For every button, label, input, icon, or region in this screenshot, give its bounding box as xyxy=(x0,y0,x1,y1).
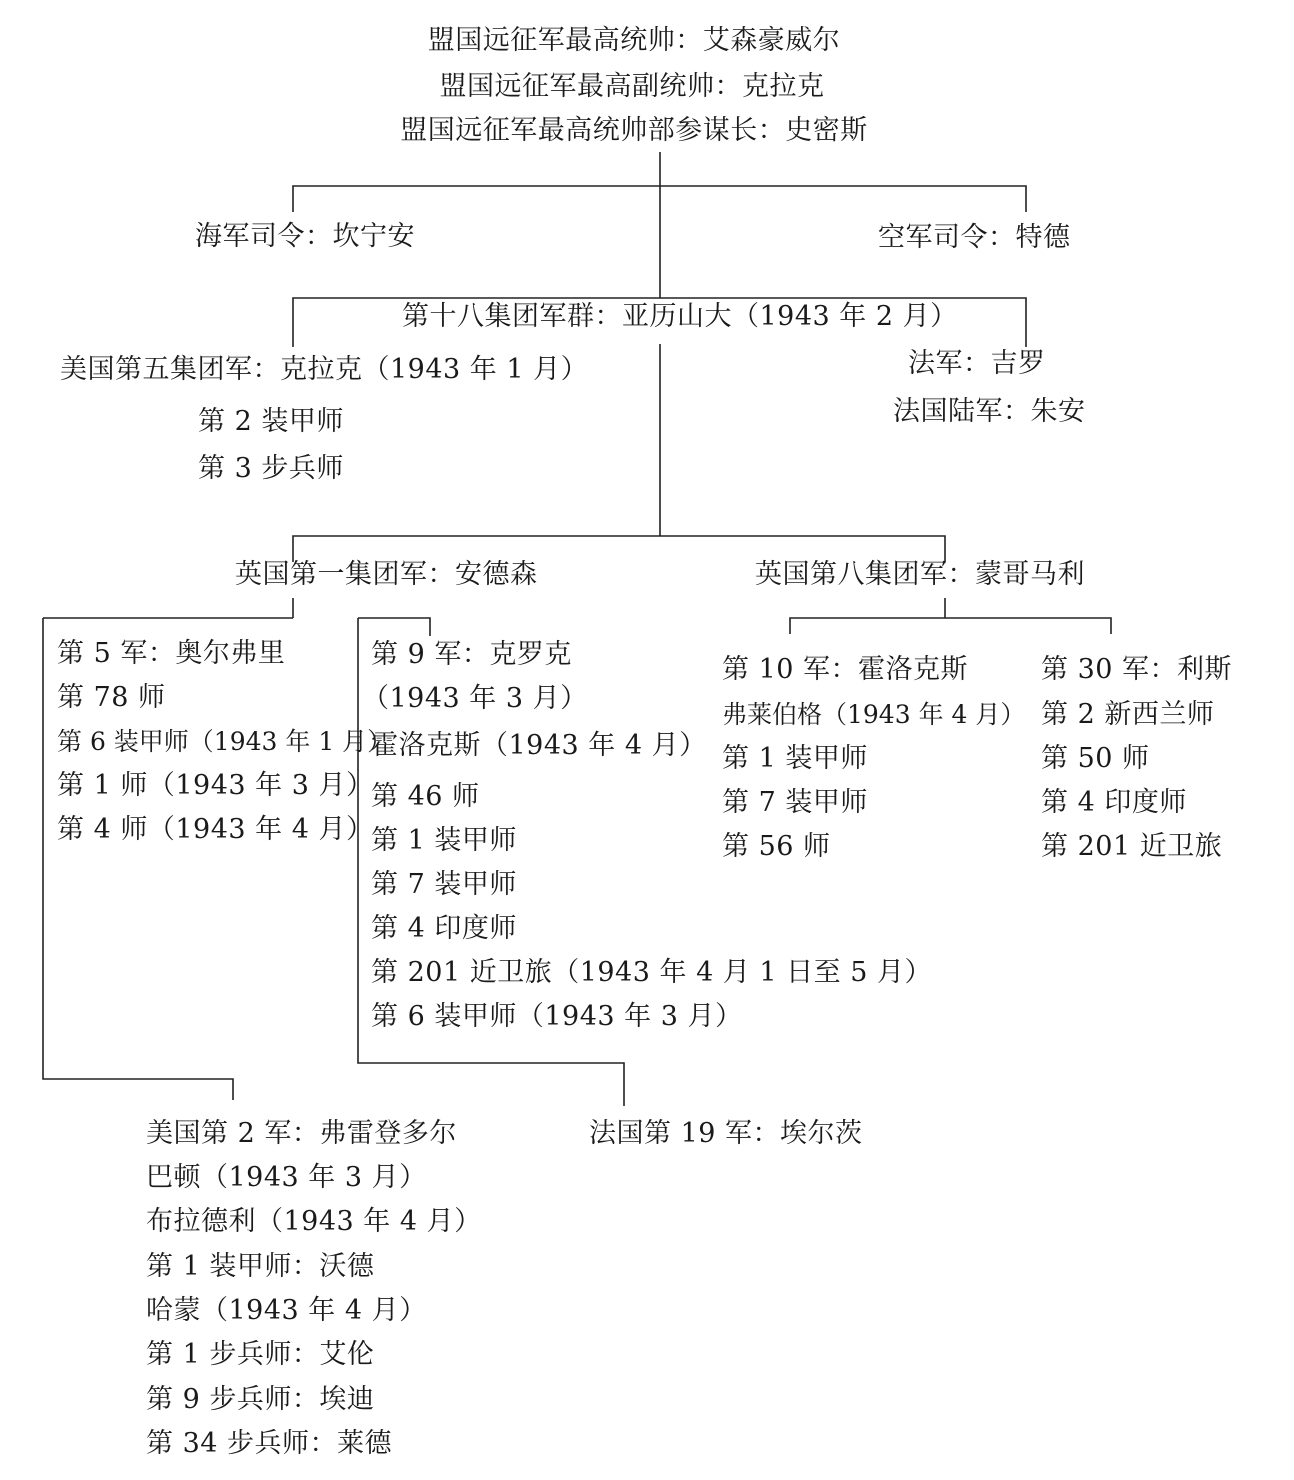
us2-corps-line: 第 34 步兵师：莱德 xyxy=(146,1428,393,1459)
corps30-line: 第 4 印度师 xyxy=(1041,787,1187,818)
corps9-line: 第 4 印度师 xyxy=(371,913,517,944)
corps5-line: 第 6 装甲师（1943 年 1 月） xyxy=(57,727,393,756)
corps9-line: 第 1 装甲师 xyxy=(371,825,517,856)
us2-corps-line: 美国第 2 军：弗雷登多尔 xyxy=(146,1118,457,1149)
us2-corps-line: 第 1 装甲师：沃德 xyxy=(146,1251,375,1282)
corps9-line: 第 201 近卫旅（1943 年 4 月 1 日至 5 月） xyxy=(371,957,933,988)
corps5-line: 第 78 师 xyxy=(57,682,166,713)
us2-corps-line: 巴顿（1943 年 3 月） xyxy=(146,1162,427,1193)
us2-corps-line: 哈蒙（1943 年 4 月） xyxy=(146,1295,427,1326)
corps10-line: 第 7 装甲师 xyxy=(722,787,868,818)
french-land-army: 法国陆军：朱安 xyxy=(893,396,1086,427)
navy-commander: 海军司令：坎宁安 xyxy=(195,221,415,252)
corps9-line: 第 46 师 xyxy=(371,781,480,812)
supreme-commander: 盟国远征军最高统帅：艾森豪威尔 xyxy=(427,25,841,56)
us2-corps-line: 第 9 步兵师：埃迪 xyxy=(146,1384,375,1415)
corps9-line: 第 6 装甲师（1943 年 3 月） xyxy=(371,1001,743,1032)
corps30-line: 第 30 军：利斯 xyxy=(1041,654,1233,685)
us2-corps-line: 第 1 步兵师：艾伦 xyxy=(146,1339,375,1370)
corps10-line: 弗莱伯格（1943 年 4 月） xyxy=(722,700,1026,729)
army-group-18: 第十八集团军群：亚历山大（1943 年 2 月） xyxy=(402,301,958,332)
corps5-line: 第 1 师（1943 年 3 月） xyxy=(57,770,374,801)
connector-corps9 xyxy=(358,618,430,636)
corps30-line: 第 2 新西兰师 xyxy=(1041,699,1215,730)
corps10-line: 第 10 军：霍洛克斯 xyxy=(722,654,969,685)
deputy-commander: 盟国远征军最高副统帅：克拉克 xyxy=(439,71,825,102)
french-19th-corps: 法国第 19 军：埃尔茨 xyxy=(589,1118,863,1149)
corps5-line: 第 4 师（1943 年 4 月） xyxy=(57,814,374,845)
corps10-line: 第 1 装甲师 xyxy=(722,743,868,774)
air-commander: 空军司令：特德 xyxy=(878,222,1071,253)
corps9-line: 霍洛克斯（1943 年 4 月） xyxy=(371,730,707,761)
corps9-line: 第 9 军：克罗克 xyxy=(371,639,572,670)
connector-corps10-30 xyxy=(790,618,1111,634)
corps30-line: 第 201 近卫旅 xyxy=(1041,831,1223,862)
corps5-line: 第 5 军：奥尔弗里 xyxy=(57,638,286,669)
french-army: 法军：吉罗 xyxy=(908,348,1046,379)
corps30-line: 第 50 师 xyxy=(1041,743,1150,774)
us2-corps-line: 布拉德利（1943 年 4 月） xyxy=(146,1206,482,1237)
british-eighth-army: 英国第八集团军：蒙哥马利 xyxy=(755,559,1085,590)
corps9-line: （1943 年 3 月） xyxy=(362,683,588,714)
us-fifth-unit: 第 2 装甲师 xyxy=(198,406,344,437)
us-fifth-unit: 第 3 步兵师 xyxy=(198,453,344,484)
corps10-line: 第 56 师 xyxy=(722,831,831,862)
corps9-line: 第 7 装甲师 xyxy=(371,869,517,900)
us-fifth-army: 美国第五集团军：克拉克（1943 年 1 月） xyxy=(60,354,589,385)
british-first-army: 英国第一集团军：安德森 xyxy=(235,559,538,590)
chief-of-staff: 盟国远征军最高统帅部参谋长：史密斯 xyxy=(400,115,868,146)
